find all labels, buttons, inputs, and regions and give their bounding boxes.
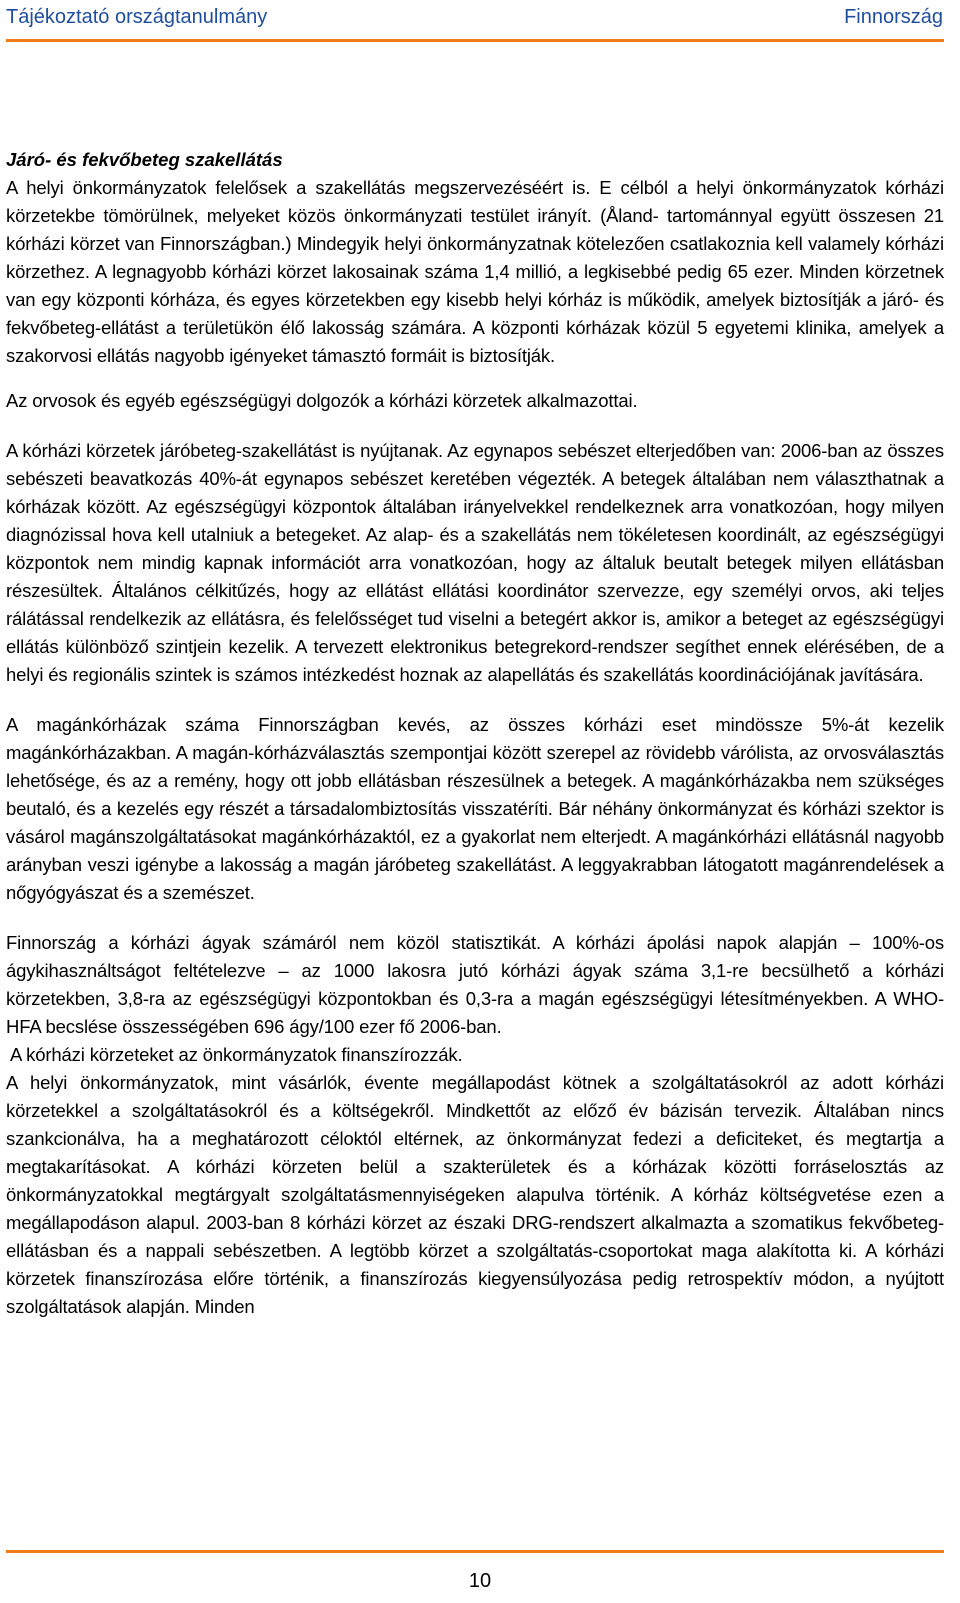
section-heading: Járó- és fekvőbeteg szakellátás	[6, 149, 283, 170]
paragraph-financing-details: A helyi önkormányzatok, mint vásárlók, évente megállapodást kötnek a szolgáltatásokról az adott kórházi körzetekkel a szolgáltatásokról és a költségekről. Mindkettőt az előző év bázisán tervezik. Általában nincs szankcionálva, ha a meghatározott céloktól eltérnek, az önkormányzat fedezi a deficiteket, és megtartja a megtakarításokat. A kórházi körzeten belül a szakterületek és a kórházak közötti forráselosztás az önkormányzatokkal megtárgyalt szolgáltatásmennyiségeken alapulva történik. A kórház költségvetése ezen a megállapodáson alapul. 2003-ban 8 kórházi körzet az északi DRG-rendszert alkalmazta a szomatikus fekvőbeteg-ellátásban és a nappali sebészetben. A legtöbb körzet a szolgáltatás-csoportokat maga alakította ki. A kórházi körzetek finanszírozása előre történik, a finanszírozás kiegyensúlyozása pedig retrospektív módon, a nyújtott szolgáltatások alapján. Minden	[6, 1072, 944, 1317]
footer-divider	[6, 1550, 944, 1553]
paragraph-hospital-beds: Finnország a kórházi ágyak számáról nem közöl statisztikát. A kórházi ápolási napok alapján – 100%-os ágykihasználtságot feltételezve – az 1000 lakosra jutó kórházi ágyak száma 3,1-re becsülhető a kórházi körzetekben, 3,8-ra az egészségügyi központokban és 0,3-ra a magán egészségügyi létesítményekben. A WHO-HFA becslése összességében 696 ágy/100 ezer fő 2006-ban.	[6, 932, 944, 1037]
country-title: Finnország	[844, 6, 943, 28]
page-header	[0, 0, 960, 46]
page-number: 10	[468, 1570, 492, 1592]
header-divider	[6, 39, 944, 42]
paragraph-outpatient-care: A kórházi körzetek járóbeteg-szakellátást is nyújtanak. Az egynapos sebészet elterjedőben van: 2006-ban az összes sebészeti beavatkozás 40%-át egynapos sebészet keretében végezték. A betegek általában nem választhatnak a kórházak között. Az egészségügyi központok általában irányelvekkel rendelkeznek arra vonatkozóan, hogy milyen diagnózissal hova kell utalniuk a betegeket. Az alap- és a szakellátás nem tökéletesen koordinált, az egészségügyi központok nem mindig kapnak információt arra vonatkozóan, hogy az általuk beutalt betegek milyen ellátásban részesültek. Általános célkitűzés, hogy az ellátást ellátási koordinátor szervezze, egy személyi orvos, aki teljes rálátással rendelkezik az ellátásra, és felelősséget tud viselni a betegért akkor is, amikor a beteget az egészségügyi ellátás különböző szintjein kezelik. A tervezett elektronikus betegrekord-rendszer segíthet ennek elérésében, de a helyi és regionális szintek is számos intézkedést hoznak az alapellátás és szakellátás koordinációjának javítására.	[6, 440, 944, 685]
page-content	[6, 146, 944, 1321]
paragraph-financing-intro: A kórházi körzeteket az önkormányzatok finanszírozzák.	[6, 1044, 463, 1065]
paragraph-specialist-care-organisation: A helyi önkormányzatok felelősek a szakellátás megszervezéséért is. E célból a helyi önkormányzatok kórházi körzetekbe tömörülnek, melyeket közös önkormányzati testület irányít. (Åland- tartománnyal együtt összesen 21 kórházi körzet van Finnországban.) Mindegyik helyi önkormányzatnak kötelezően csatlakoznia kell valamely kórházi körzethez. A legnagyobb kórházi körzet lakosainak száma 1,4 millió, a legkisebbé pedig 65 ezer. Minden körzetnek van egy központi kórháza, és egyes körzetekben egy kisebb helyi kórház is működik, amelyek biztosítják a járó- és fekvőbeteg-ellátást a területükön élő lakosság számára. A központi kórházak közül 5 egyetemi klinika, amelyek a szakorvosi ellátás nagyobb igényeket támasztó formáit is biztosítják.	[6, 177, 944, 366]
paragraph-private-hospitals: A magánkórházak száma Finnországban kevés, az összes kórházi eset mindössze 5%-át kezelik magánkórházakban. A magán-kórházválasztás szempontjai között szerepel az rövidebb várólista, az orvosválasztás lehetősége, és az a remény, hogy ott jobb ellátásban részesülnek a betegek. A magánkórházakba nem szükséges beutaló, és a kezelés egy részét a társadalombiztosítás visszatéríti. Bár néhány önkormányzat és kórházi szektor is vásárol magánszolgáltatásokat magánkórházaktól, ez a gyakorlat nem elterjedt. A magánkórházi ellátásnál nagyobb arányban veszi igénybe a lakosság a magán járóbeteg szakellátást. A leggyakrabban látogatott magánrendelések a nőgyógyászat és a szemészet.	[6, 714, 944, 903]
document-title: Tájékoztató országtanulmány	[6, 6, 268, 28]
paragraph-staff-employment: Az orvosok és egyéb egészségügyi dolgozók a kórházi körzetek alkalmazottai.	[6, 390, 638, 411]
